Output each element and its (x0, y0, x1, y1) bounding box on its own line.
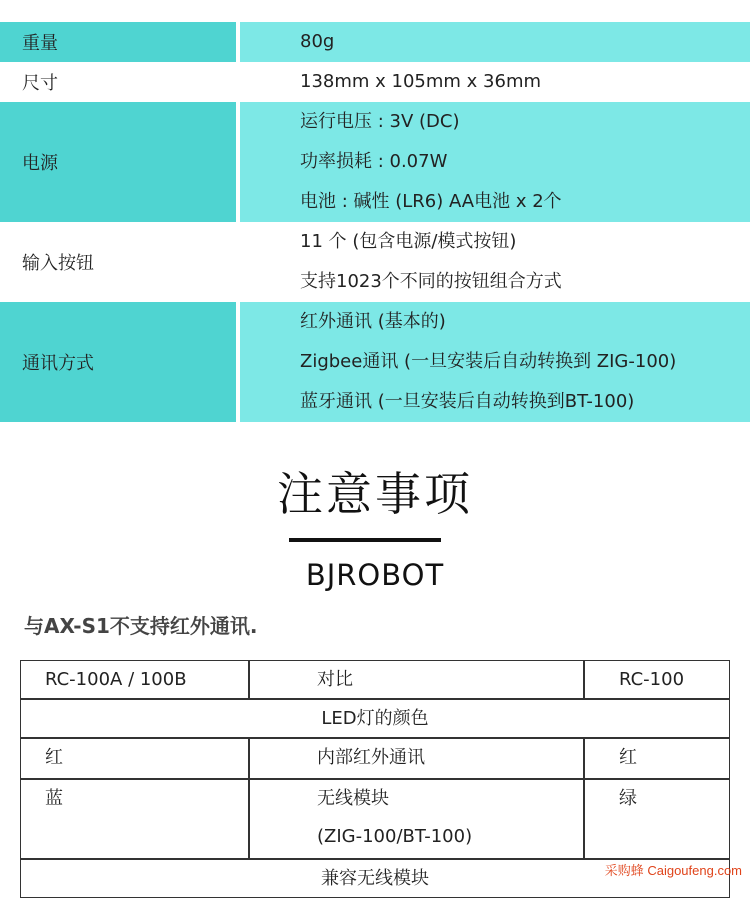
spec-value-line: 运行电压 : 3V (DC) (300, 111, 460, 132)
spec-value (240, 22, 750, 62)
spec-row-size (0, 62, 750, 102)
brand-name: BJROBOT (305, 558, 445, 592)
spec-value (240, 102, 750, 222)
spec-label: 输入按钮 (22, 253, 94, 274)
spec-row-weight (0, 22, 750, 62)
spec-value (240, 302, 750, 422)
spec-row-input-buttons (0, 222, 750, 302)
spec-value-line: Zigbee通讯 (一旦安装后自动转换到 ZIG-100) (300, 351, 677, 372)
spec-label: 电源 (0, 102, 236, 222)
warning-note: 与AX-S1不支持红外通讯. (24, 614, 258, 638)
spec-value-line: 功率损耗 : 0.07W (300, 151, 448, 172)
compatibility-footer-row: 兼容无线模块 (20, 859, 730, 898)
wireless-module-models: (ZIG-100/BT-100) (317, 826, 473, 847)
blue-middle-cell (249, 779, 584, 859)
red-left-cell: 红 (20, 738, 249, 779)
spec-table (0, 22, 750, 422)
spec-value-line: 11 个 (包含电源/模式按钮) (300, 231, 517, 252)
red-middle-cell: 内部红外通讯 (249, 738, 584, 779)
spec-value (240, 62, 750, 102)
spec-value-line: 红外通讯 (基本的) (300, 311, 446, 332)
header-middle-cell: 对比 (249, 660, 584, 699)
header-left-cell: RC-100A / 100B (20, 660, 249, 699)
led-color-row: LED灯的颜色 (20, 699, 730, 738)
red-right-cell: 红 (584, 738, 730, 779)
wireless-module-label: 无线模块 (317, 788, 389, 809)
spec-value (240, 222, 750, 302)
watermark: 采购蜂 Caigoufeng.com (604, 863, 742, 878)
spec-row-power (0, 102, 750, 222)
spec-value-line: 支持1023个不同的按钮组合方式 (300, 271, 562, 292)
blue-right-cell: 绿 (584, 779, 730, 859)
spec-label: 尺寸 (22, 73, 58, 94)
spec-value-line: 蓝牙通讯 (一旦安装后自动转换到BT-100) (300, 391, 635, 412)
spec-value-line: 138mm x 105mm x 36mm (300, 71, 542, 92)
spec-value-line: 80g (300, 31, 335, 52)
blue-left-cell: 蓝 (20, 779, 249, 859)
spec-label: 通讯方式 (0, 302, 236, 422)
header-right-cell: RC-100 (584, 660, 730, 699)
spec-label: 重量 (0, 22, 236, 62)
title-divider (289, 538, 441, 542)
spec-value-line: 电池 : 碱性 (LR6) AA电池 x 2个 (300, 191, 562, 212)
spec-row-communication (0, 302, 750, 422)
notes-title: 注意事项 (277, 467, 473, 521)
